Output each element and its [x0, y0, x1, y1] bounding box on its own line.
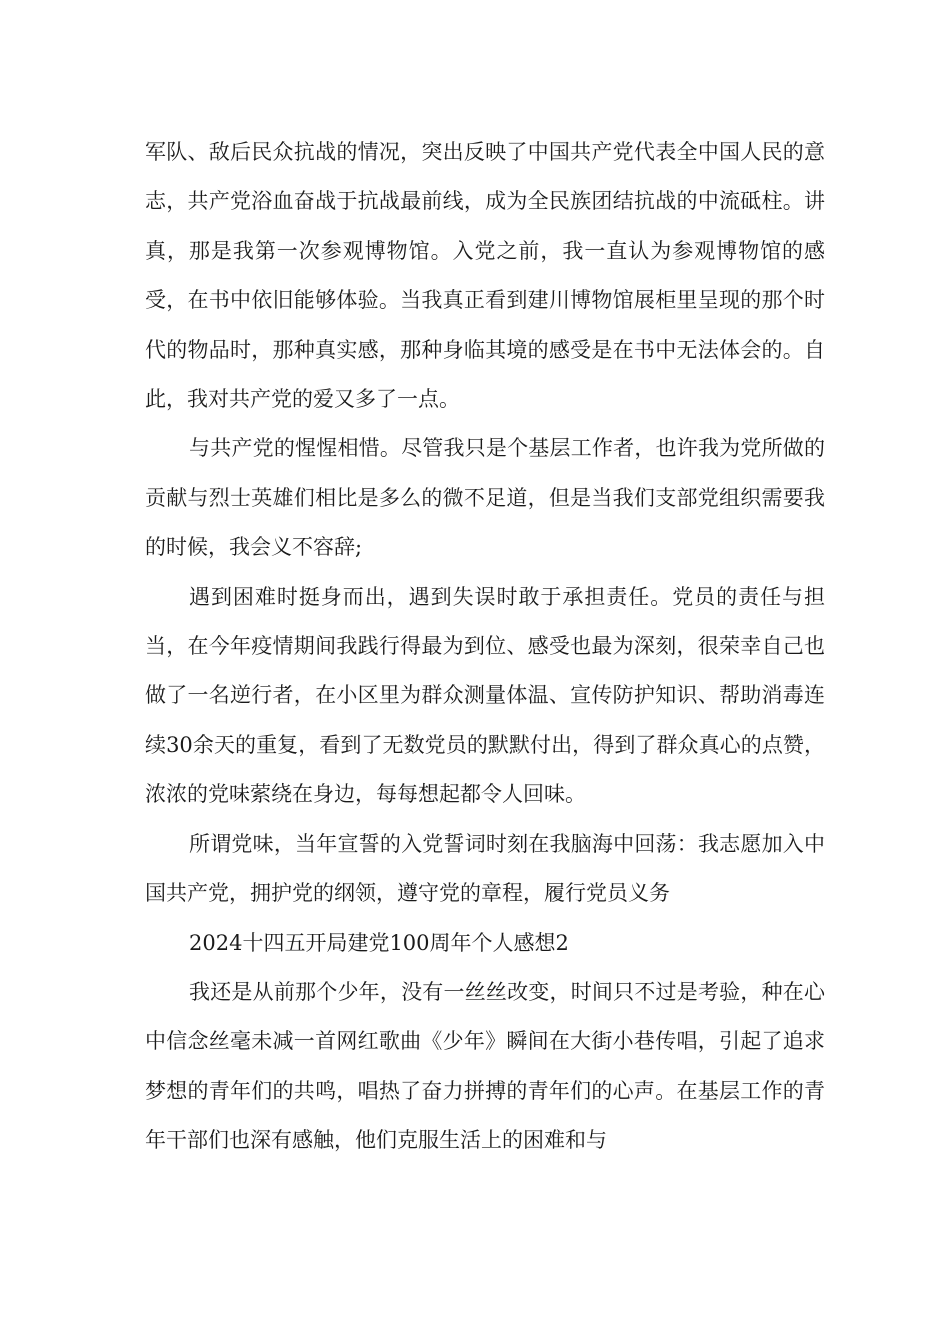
section-heading: 2024十四五开局建党100周年个人感想2	[189, 930, 569, 955]
paragraph-youth: 我还是从前那个少年，没有一丝丝改变，时间只不过是考验，种在心中信念丝毫未减一首网红歌曲《少年》瞬间在大街小巷传唱，引起了追求梦想的青年们的共鸣，唱热了奋力拼搏的青年们的心声。在基层工作的青年干部们也深有感触，他们克服生活上的困难和与	[145, 979, 825, 1153]
paragraph-party-oath: 所谓党味，当年宣誓的入党誓词时刻在我脑海中回荡：我志愿加入中国共产党，拥护党的纲领，遵守党的章程，履行党员义务	[145, 831, 825, 906]
document-body	[145, 128, 825, 1166]
paragraph-party-bond: 与共产党的惺惺相惜。尽管我只是个基层工作者，也许我为党所做的贡献与烈士英雄们相比是多么的微不足道，但是当我们支部党组织需要我的时候，我会义不容辞;	[145, 436, 825, 560]
paragraph-museum-visit: 军队、敌后民众抗战的情况，突出反映了中国共产党代表全中国人民的意志，共产党浴血奋战于抗战最前线，成为全民族团结抗战的中流砥柱。讲真，那是我第一次参观博物馆。入党之前，我一直认为参观博物馆的感受，在书中依旧能够体验。当我真正看到建川博物馆展柜里呈现的那个时代的物品时，那种真实感，那种身临其境的感受是在书中无法体会的。自此，我对共产党的爱又多了一点。	[145, 140, 825, 412]
paragraph-responsibility: 遇到困难时挺身而出，遇到失误时敢于承担责任。党员的责任与担当，在今年疫情期间我践行得最为到位、感受也最为深刻，很荣幸自己也做了一名逆行者，在小区里为群众测量体温、宣传防护知识、帮助消毒连续30余天的重复，看到了无数党员的默默付出，得到了群众真心的点赞，浓浓的党味萦绕在身边，每每想起都令人回味。	[145, 584, 825, 807]
